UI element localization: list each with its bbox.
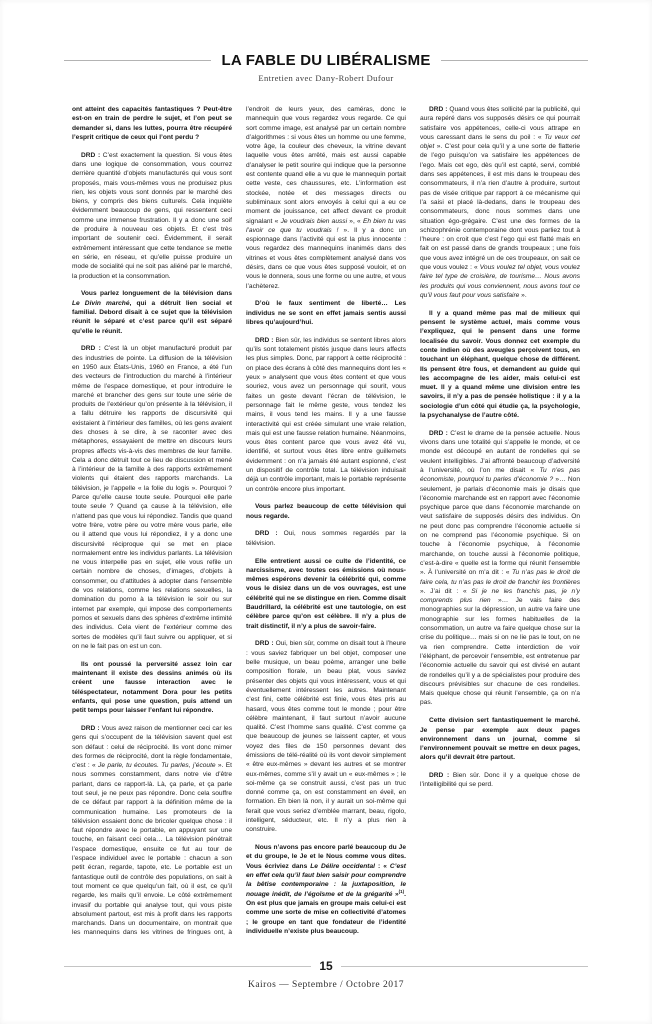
text-run: DRD : — [429, 106, 450, 113]
text-run: Je parle, tu écoutes. Tu parles, j’écoute — [98, 762, 216, 770]
text-run: Elle entretient aussi ce culte de l’identité, ce narcissisme, avec toutes ces émissions où nous-mêmes espérons devenir la célébrité qui, comme vous le disiez dans un de vos ouvrages, est une célébrité qui ne se distingue en rien. Comme disait Baudrillard, la célébrité est une tautologie, on est célèbre parce qu’on est célèbre. Il n’y a plus de trait distinctif, il n’y a plus de savoir-faire. — [246, 557, 406, 630]
text-run: ». J’ai dit : « — [420, 587, 472, 595]
text-run: Oui, bien sûr, comme on disait tout à l’heure : vous saviez fabriquer un bel objet, composer une belle musique, un beau poème, arranger une belle composition florale, un beau plat, vous saviez présenter des objets qui vous intéressent, vous et qui éventuellement intéressent les autres. Maintenant c’est fini, cette célébrité est finie, vous êtes pris au hasard, vous êtes comme tout le monde ; pour être célèbre maintenant, il faut surtout n’avoir aucune qualité. C’est l’homme sans qualité. C’est comme ça que beaucoup de jeunes se laissent capter, et vous voyez des files de 150 personnes devant des émissions de télé-réalité où ils vont devoir simplement « être eux-mêmes » devant les autres et se montrer eux-mêmes, comme s’il y avait un « eux-mêmes » ; le soi-même ça se construit aussi, c’est pas un truc donné comme ça, on est constamment en éveil, en formation. Eh bien là non, il y aurait un soi-même qui ferait que vous seriez d’emblée marrant, beau, rigolo, intelligent, séducteur, etc. Il n’y a plus rien à construire. — [246, 640, 406, 834]
text-run: Tu n’es pas économiste, pourquoi tu parles d’économie ? — [420, 466, 580, 484]
text-run: DRD : — [255, 640, 276, 648]
page-number: 15 — [319, 959, 333, 973]
text-run: Oui, nous sommes regardés par la télévision. — [246, 530, 406, 547]
paragraph-question — [246, 843, 406, 936]
text-run: Il y a quand même pas mal de milieux qui pensent le système actuel, mais comme vous l’expliquez, qui le pensent dans une forme localisée du savoir. Vous donnez cet exemple du conte indien où des aveugles perçoivent tous, en touchant un éléphant, quelque chose de différent. Ils pensent être fous, et demandent au guide qui les accompagne de les aider, mais celui-ci est muet. Il y a quand même une division entre les savoirs, il n’y a pas de pensée holistique : il y a la sociologie d’un côté qui étudie ça, la psychologie, la psychanalyse de l’autre côté. — [420, 309, 580, 419]
text-run: DRD : — [81, 151, 103, 159]
page-header — [0, 0, 652, 83]
text-run: DRD : — [255, 336, 276, 344]
text-run: Bien sûr, les individus se sentent libres alors qu’ils sont totalement pistés jusque dans leurs affects les plus simples. Donc, par rapport à cette réciprocité : on place des écrans à côté des mannequins dont les « yeux » analysent que vous êtes content et que vous souriez, vous avez un personnage qui sourit, vous faites un geste devant l’écran de télévision, le personnage fait le même geste, vous tendez les mains, il vous tend les mains. Il y a une fausse interactivité qui est créée simulant une vraie relation, mais qui est une fausse relation humaine. Néanmoins, vous êtes content parce que vous avez été vu, identifié, et surtout vous êtes libre entre guillemets évidemment : on n’a jamais été autant espionné, c’est un dispositif de contrôle total. La télévision induisait déjà un contrôle important, mais le portable représente un contrôle encore plus important. — [246, 336, 406, 493]
paragraph-question — [420, 716, 580, 762]
paragraph-question — [246, 557, 406, 631]
journal-issue-line: Kairos — Septembre / Octobre 2017 — [247, 980, 405, 990]
text-run: »… Non seulement, je parlais d’économie mais je disais que l’économie marchande est en rapport avec l’économie psychique parce que dans l’économie marchande on veut satisfaire de supposés désirs des individus. On ne peut donc pas comprendre l’économie actuelle si on ne comprend pas l’économie psychique. Si on touche à l’économie psychique, à l’économie marchande, on touche aussi à l’économie politique, c’est-à-dire « quelle est la forme qui réunit l’ensemble ». À l’université on m’a dit : « — [420, 476, 580, 577]
text-run: : « — [374, 862, 390, 870]
text-run: Cette division sert fantastiquement le marché. Je pense par exemple aux deux pages environnement dans un journal, comme si l’environnement pouvait se mettre en deux pages, alors qu’il devrait être partout. — [420, 717, 580, 762]
text-run: C’est là un objet manufacturé produit par des industries de pointe. La diffusion de la télévision en 1950 aux États-Unis, 1960 en France, a été l’un des vecteurs de l’introduction du marché à l’intérieur même de l’espace domestique, et pour introduire le marché et brancher des gens sur toute une série de produits de l’extérieur qu’on présente à la télévision, il a fallu détruire les rapports de discursivité qui existaient à l’intérieur des familles, où les gens avaient des choses à se dire, à se raconter avec des métaphores, essayaient de mettre en discours leurs propres affects vis-à-vis des membres de leur famille. Cela a donc détruit tout ce lieu de discussion et mené à l’intérieur de la famille à des rapports extrêmement violents qui étaient des rapports marchands. La télévision, je l’appelle « la folie du logis ». Pourquoi ? Parce qu’elle cause toute seule. Pourquoi elle parle toute seule ? Quand ça cause à la télévision, elle n’attend pas que vous lui répondiez. Tandis que quand votre frère, votre père ou votre mère vous parle, elle ou il attend que vous lui répondiez, il y a donc une discursivité réciproque qui se met en place normalement entre les individus parlants. La télévision ne vous interpelle pas en sujet, elle vous refile un certain nombre de choses, d’images, d’objets à consommer, ou d’attitudes à adopter dans l’ensemble de vos relations, comme les relations sexuelles, la domination du porno à la télévision le soir ou sur internet par exemple, qui impose des comportements pornos et sexuels dans des sphères d’extrême intimité des individus. Cela vient de l’extérieur comme des sortes de modèles qu’il faut suivre ou appliquer, et si on ne le fait pas on est un con. — [72, 345, 232, 650]
text-run: Tu veux cet objet — [420, 133, 580, 151]
text-run: Nous n’avons pas encore parlé beaucoup du Je et du groupe, le Je et le Nous comme vous dites. Vous écriviez dans — [246, 844, 406, 870]
text-run: » — [392, 890, 399, 898]
article-columns — [72, 105, 580, 941]
text-run: ont atteint des capacités fantastiques ? Peut-être est-on en train de perdre le sujet, et l’on peut se demander si, dans les luttes, pourra être récupéré l’esprit critique de ceux qui l’ont perdu ? — [72, 106, 232, 141]
text-run: Vous parlez longuement de la télévision dans — [81, 290, 232, 298]
text-run: Ils ont poussé la perversité assez loin car maintenant il existe des dessins animés où ils créent une fausse interaction avec le téléspectateur, notamment Dora pour les petits enfants, qui pose une question, puis attend un petit temps pour laisser l’enfant lui répondre. — [72, 660, 232, 715]
paragraph-answer — [246, 529, 406, 548]
text-run: , qui a détruit lien social et familial. Debord disait à ce sujet que la télévision réunit le séparé et c’est parce qu’il est séparé qu’elle le réunit. — [72, 299, 232, 335]
paragraph-question — [420, 309, 580, 421]
text-run: C’est en effet cela qu’il faut bien saisir pour comprendre la bêtise contemporaine : la juxtaposition, le nouage inédit, de l’égoïsme et de la grégarité — [246, 862, 406, 898]
paragraph-answer — [420, 771, 580, 790]
header-rule-left — [64, 60, 211, 61]
text-run: DRD : — [81, 724, 102, 732]
paragraph-answer — [72, 151, 232, 281]
text-run: Bien sûr. Donc il y a quelque chose de l’intelligibilité qui se perd. — [420, 772, 580, 789]
text-run: Quand vous êtes sollicité par la publicité, qui aura repéré dans vos supposés désirs ce qui pourrait satisfaire vos appétences, celle-ci vous attrape en vous caressant dans le sens du poil : « — [420, 106, 580, 141]
title-row — [64, 52, 588, 69]
text-run: D’où le faux sentiment de liberté… Les individus ne se sont en effet jamais sentis aussi libres qu’aujourd’hui. — [246, 300, 406, 327]
paragraph-question — [72, 105, 232, 142]
text-run: Vous parlez beaucoup de cette télévision qui nous regarde. — [246, 503, 406, 520]
paragraph-answer — [72, 344, 232, 651]
text-run: », « — [347, 217, 363, 225]
text-run: DRD : — [81, 345, 105, 353]
text-run: . On est plus que jamais en groupe mais celui-ci est comme une sorte de mise en collectivité d’atomes ; le groupe en tant que fondateur de l’identité individuelle n’existe plus beaucoup. — [246, 890, 406, 935]
page-number-row — [64, 959, 588, 973]
text-run: DRD : — [255, 530, 284, 538]
text-run: Je voudrais bien aussi — [280, 217, 348, 225]
paragraph-answer — [420, 429, 580, 708]
paragraph-answer — [246, 336, 406, 494]
footer-rule-left — [64, 966, 311, 967]
text-run: ». — [519, 291, 527, 299]
text-run: Vous avez raison de mentionner ceci car les gens qui s’occupent de la télévision savent quel est son défaut : celui de réciprocité. Ils vont donc mimer des formes de réciprocité, dont la règle fondamentale, c’est : « — [72, 724, 232, 770]
page-subtitle: Entretien avec Dany-Robert Dufour — [258, 73, 394, 83]
text-run: »… Je vais faire des monographies sur la dépression, un autre va faire une monographie sur les formes habituelles de la consommation, un autre va faire quelque chose sur la crise du politique… mais si on ne lie pas le tout, on ne va rien comprendre. Cette interdiction de voir l’éléphant, de percevoir l’ensemble, est entretenue par l’économie actuelle du savoir qui est divisé en autant de rondelles qu’il y a de spécialistes pour produire des discours prévisibles sur chacune de ces rondelles. Mais quelque chose qui réunit l’ensemble, ça on n’a pas. — [420, 597, 580, 707]
paragraph-question — [246, 502, 406, 521]
text-run: Le Délire occidental — [310, 862, 375, 870]
paragraph-question — [246, 299, 406, 327]
text-run: ». Et nous sommes constamment, dans notre vie d’être parlant, dans ce rapport-là. Là, ça parle, et ça parle tout seul, je ne peux pas répondre. Donc cela souffre de ce défaut par rapport à la définition même de la communication humaine. Les promoteurs de la télévision essaient donc de bricoler quelque chose : il faut répondre avec le portable, en appuyant sur une touche, en faisant ceci cela… La télévision pénétrait l’espace domestique, ensuite ce fut au tour de l’espace individuel avec le portable : chacun a son petit écran, regarde, tapote, etc. Le portable est un fantastique outil de contrôle des populations, on sait à tout moment ce que quelqu’un fait, où il est, ce qu’il regarde, les mails qu’il envoie. Le côté extrêmement invasif du portable qui analyse tout, qui vous piste absolument partout, est mis à profit dans les rapports marchands. Dans un documentaire, on montrait que les mannequins dans les vitrines de fringues ont, à l’endroit de leurs yeux, des caméras, donc le mannequin que vous regardez vous regarde. Ce qui sort comme image, est analysé par un certain nombre d’algorithmes : si vous êtes un homme ou une femme, votre âge, la couleur des cheveux, la vitrine devant laquelle vous êtes arrêté, mais est aussi capable d’analyser le petit sourire qui indique que la personne est contente quand elle a vu que le mannequin portait cette veste, ces chaussures, etc. L’information est stockée, notée et des messages directs ou subliminaux sont alors envoyés à celui qui a eu ce moment de jouissance, cet affect devant ce produit signalant « — [72, 106, 406, 937]
text-run: Le Divin marché — [72, 299, 130, 307]
page-footer — [64, 959, 588, 990]
text-run: Si je ne les franchis pas, je n’y comprends plus rien — [420, 587, 580, 605]
paragraph-answer — [246, 639, 406, 834]
text-run: ». C’est pour cela qu’il y a une sorte de flatterie de l’ego puisqu’on va satisfaire les appétences de l’ego. Mais cet ego, dès qu’il est capté, servi, comblé dans ses appétences, il est mis dans le troupeau des consommateurs, il n’a rien d’autre à produire, surtout pas de visée critique par rapport à ce mécanisme qui l’a saisi et placé là-dedans, dans le troupeau des consommateurs, donc nous sommes dans une situation égo-grégaire. C’est une des formes de la schizophrénie contemporaine dont vous parliez tout à l’heure : on croit que c’est l’ego qui est flatté mais en fait on est passé dans de grands troupeaux ; une fois que vous avez intégré un de ces troupeaux, on sait ce que vous voulez : « — [420, 143, 580, 272]
text-run: DRD : — [429, 429, 451, 437]
text-run: Tu n’as pas le droit de faire cela, tu n’as pas le droit de franchir les frontières — [420, 569, 580, 586]
text-run: DRD : — [429, 772, 453, 780]
text-run: ». Il y a donc un espionnage dans l’activité qui est la plus innocente : vous regardez des mannequins inanimés dans des vitrines et vous êtes complètement analysé dans vos désirs, dans ce que vous êtes supposé vouloir, et on vous le donnera, sous une forme ou une autre, et vous l’achèterez. — [246, 226, 406, 290]
paragraph-answer — [420, 105, 580, 300]
footer-rule-right — [341, 966, 588, 967]
header-rule-right — [441, 60, 588, 61]
text-run: C’est le drame de la pensée actuelle. Nous vivons dans une totalité qui s’appelle le monde, et ce monde est découpé en autant de rondelles qui se veulent intelligibles. J’ai affronté beaucoup d’adversité à l’université, où l’on me disait « — [420, 429, 580, 474]
paragraph-question — [72, 660, 232, 716]
footnote-marker: (1) — [398, 888, 405, 894]
paragraph-question — [72, 289, 232, 335]
page-title: LA FABLE DU LIBÉRALISME — [221, 52, 431, 69]
text-run: Eh bien tu vas l’avoir ce que tu voudrais ! — [246, 217, 406, 234]
text-run: Vous voulez tel objet, vous voulez faire tel type de croisière, de tourisme… Nous avons les produits qui vous conviennent, nous avons tout ce qu’il vous faut pour vous satisfaire — [420, 264, 580, 299]
text-run: C’est exactement la question. Si vous êtes dans une logique de consommation, vous courrez derrière quantité d’objets manufacturés qui vous sont proposés, mais vous-mêmes vous ne produisez plus rien, les objets vous sont donnés par le marché des biens, y compris des biens culturels. Cela inquiète évidemment beaucoup de gens, qui ressentent ceci comme une immense frustration. Il y a donc une soif de produire à nouveau ces objets. Et c’est très important de soutenir ceci. Évidemment, il serait extrêmement intéressant que cette tendance se mette en série, en réseau, et qu’elle puisse produire un mode de socialité qui ne soit pas aliéné par le marché, la production et la consommation. — [72, 151, 232, 280]
